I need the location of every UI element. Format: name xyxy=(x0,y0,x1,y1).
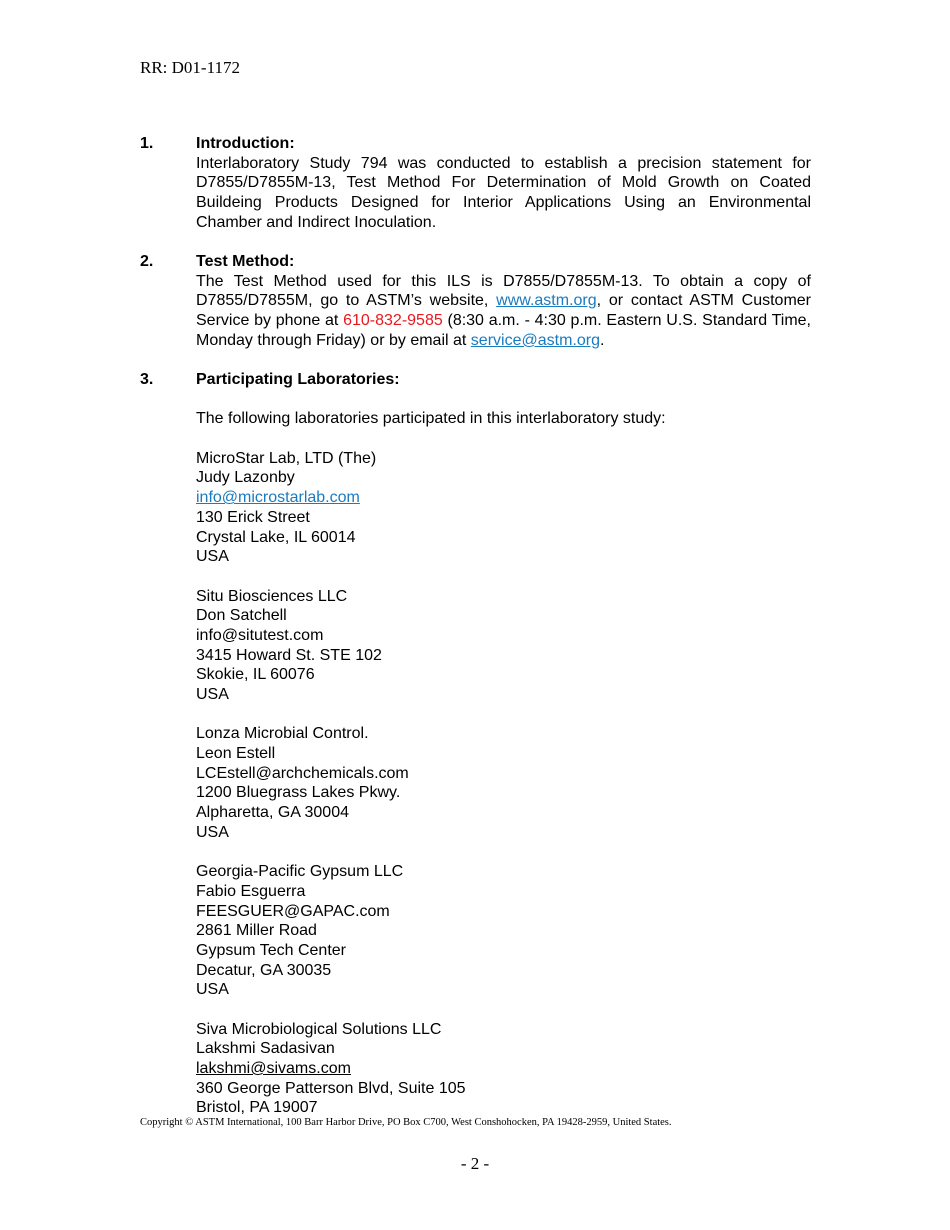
section-title: Introduction: xyxy=(196,135,295,152)
section-participating-labs xyxy=(140,370,811,1118)
service-email-link[interactable]: service@astm.org xyxy=(470,331,600,349)
section-text xyxy=(196,272,811,351)
lab-name: MicroStar Lab, LTD (The) xyxy=(196,449,377,467)
lab-address-line: Bristol, PA 19007 xyxy=(196,1099,318,1117)
text-part: , or contact ASTM Customer Service by phone at xyxy=(196,292,812,330)
lab-address-line: Alpharetta, GA 30004 xyxy=(196,804,349,822)
section-intro: The following laboratories participated in this interlaboratory study: xyxy=(196,410,666,428)
lab-name: Georgia-Pacific Gypsum LLC xyxy=(196,863,404,881)
lab-email: LCEstell@archchemicals.com xyxy=(196,764,409,782)
lab-email: FEESGUER@GAPAC.com xyxy=(196,902,390,920)
lab-contact: Fabio Esguerra xyxy=(196,882,306,900)
text-part: (8:30 a.m. - 4:30 p.m. Eastern U.S. Standard Time, Monday through Friday) or by email at xyxy=(196,312,811,349)
lab-address-line: 360 George Patterson Blvd, Suite 105 xyxy=(196,1079,466,1097)
lab-address-line: USA xyxy=(196,548,229,566)
lab-address-line: Skokie, IL 60076 xyxy=(196,666,315,684)
lab-contact: Judy Lazonby xyxy=(196,469,295,487)
section-title: Test Method: xyxy=(196,253,295,270)
lab-address-line: 2861 Miller Road xyxy=(196,922,317,940)
text-part: The Test Method used for this ILS is D7855/D7855M-13. To obtain a copy of D7855/D7855M, go to ASTM’s website, xyxy=(196,272,811,310)
lab-name: Situ Biosciences LLC xyxy=(196,587,348,605)
lab-address-line: USA xyxy=(196,823,229,841)
lab-address-line: USA xyxy=(196,686,229,704)
copyright-footer: Copyright © ASTM International, 100 Barr Harbor Drive, PO Box C700, West Conshohocken, PA 19428-2959, United States. xyxy=(140,1117,672,1128)
report-id-header: RR: D01-1172 xyxy=(140,58,240,77)
lab-entry xyxy=(196,449,811,567)
text-part: . xyxy=(599,331,605,349)
lab-address-line: 130 Erick Street xyxy=(196,508,310,526)
lab-entry xyxy=(196,1020,811,1118)
lab-address-line: USA xyxy=(196,981,229,999)
section-introduction xyxy=(140,134,811,233)
lab-contact: Lakshmi Sadasivan xyxy=(196,1040,335,1058)
lab-address-line: 1200 Bluegrass Lakes Pkwy. xyxy=(196,784,401,802)
section-number: 3. xyxy=(140,371,154,388)
lab-address-line: Gypsum Tech Center xyxy=(196,941,346,959)
section-number: 1. xyxy=(140,135,154,152)
lab-name: Lonza Microbial Control. xyxy=(196,725,369,743)
section-number: 2. xyxy=(140,253,154,270)
lab-entry xyxy=(196,724,811,842)
lab-entry xyxy=(196,587,811,705)
page-number: - 2 - xyxy=(460,1154,490,1173)
lab-address-line: Crystal Lake, IL 60014 xyxy=(196,528,356,546)
lab-email-link[interactable]: info@microstarlab.com xyxy=(196,489,360,507)
lab-email: info@situtest.com xyxy=(196,626,324,644)
lab-address-line: 3415 Howard St. STE 102 xyxy=(196,646,382,664)
phone-number: 610-832-9585 xyxy=(343,312,443,330)
lab-contact: Leon Estell xyxy=(196,745,276,763)
section-title: Participating Laboratories: xyxy=(196,371,400,388)
lab-email-link[interactable]: lakshmi@sivams.com xyxy=(196,1060,351,1078)
section-text: Interlaboratory Study 794 was conducted to establish a precision statement for D7855/D7855M-13, Test Method For Determination of Mold Growth on Coated Buildeing Products Designed for Interior Applications Using an Environmental Chamber and Indirect Inoculation. xyxy=(196,154,811,231)
lab-contact: Don Satchell xyxy=(196,607,287,625)
astm-website-link[interactable]: www.astm.org xyxy=(496,292,597,310)
lab-address-line: Decatur, GA 30035 xyxy=(196,961,332,979)
section-test-method xyxy=(140,252,811,351)
lab-entry xyxy=(196,862,811,1000)
lab-name: Siva Microbiological Solutions LLC xyxy=(196,1020,442,1038)
